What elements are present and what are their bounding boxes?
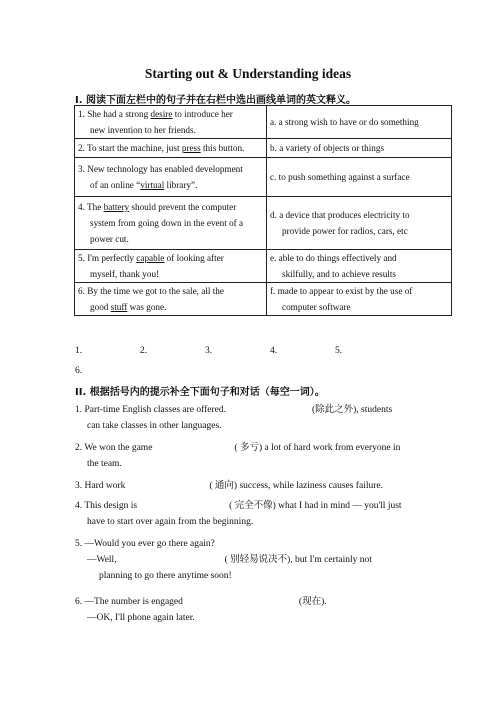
underlined-word: press [181,143,201,153]
answer-5[interactable]: 5. [335,346,343,356]
section1-heading: I. 阅读下面左栏中的句子并在右栏中选出画线单词的英文释义。 [75,95,357,106]
answer-4[interactable]: 4. [270,346,278,356]
hint-5: ( 别轻易说决不), but I'm certainly not [224,555,372,565]
question-2: 2. We won the game ( 多亏) a lot of hard work from everyone in the team. [75,443,401,469]
sentence-3: 3. New technology has enabled development of an online “virtual library”. [75,158,267,197]
definition-d: d. a device that produces electricity to provide power for radios, cars, etc [267,197,452,250]
table-row [75,250,452,283]
hint-2: ( 多亏) a lot of hard work from everyone in [234,443,401,453]
hint-3: ( 通向) success, while laziness causes failure. [209,481,383,491]
underlined-word: desire [150,109,173,119]
table-row [75,158,452,197]
hint-1: (除此之外), students [311,405,393,415]
sentence-2: 2. To start the machine, just press this button. [75,139,267,158]
question-4: 4. This design is ( 完全不像) what I had in mind — you'll just have to start over again from the beginning. [75,501,402,527]
definition-a: a. a strong wish to have or do something [267,106,452,139]
underlined-word: stuff [110,302,128,312]
question-6: 6. —The number is engaged (现在). —OK, I'll phone again later. [75,597,327,623]
page-title: Starting out & Understanding ideas [144,66,352,81]
answer-6[interactable]: 6. [75,366,83,376]
sentence-4: 4. The battery should prevent the computer system from going down in the event of a power cut. [75,197,267,250]
hint-6: (现在). [298,597,327,607]
underlined-word: battery [103,202,130,212]
answer-blanks [75,346,400,356]
matching-table [74,105,452,316]
table-row [75,106,452,139]
definition-f: f. made to appear to exist by the use of computer software [267,283,452,316]
underlined-word: capable [136,253,165,263]
sentence-1: 1. She had a strong desire to introduce her new invention to her friends. [75,106,267,139]
question-3: 3. Hard work ( 通向) success, while laziness causes failure. [75,481,383,491]
answer-3[interactable]: 3. [205,346,213,356]
definition-c: c. to push something against a surface [267,158,452,197]
table-row [75,283,452,316]
question-5: 5. —Would you ever go there again? —Well, ( 别轻易说决不), but I'm certainly not planning to go there anytime soon! [75,539,372,581]
table-row [75,197,452,250]
definition-e: e. able to do things effectively and skilfully, and to achieve results [267,250,452,283]
definition-b: b. a variety of objects or things [267,139,452,158]
answer-1[interactable]: 1. [75,346,83,356]
hint-4: ( 完全不像) what I had in mind — you'll just [229,501,402,511]
section2-heading: II. 根据括号内的提示补全下面句子和对话（每空一词）。 [75,387,325,398]
question-1: 1. Part-time English classes are offered. (除此之外), students can take classes in other languages. [75,405,393,431]
sentence-6: 6. By the time we got to the sale, all the good stuff was gone. [75,283,267,316]
answer-2[interactable]: 2. [140,346,148,356]
table-row [75,139,452,158]
underlined-word: virtual [140,180,165,190]
sentence-5: 5. I'm perfectly capable of looking after myself, thank you! [75,250,267,283]
